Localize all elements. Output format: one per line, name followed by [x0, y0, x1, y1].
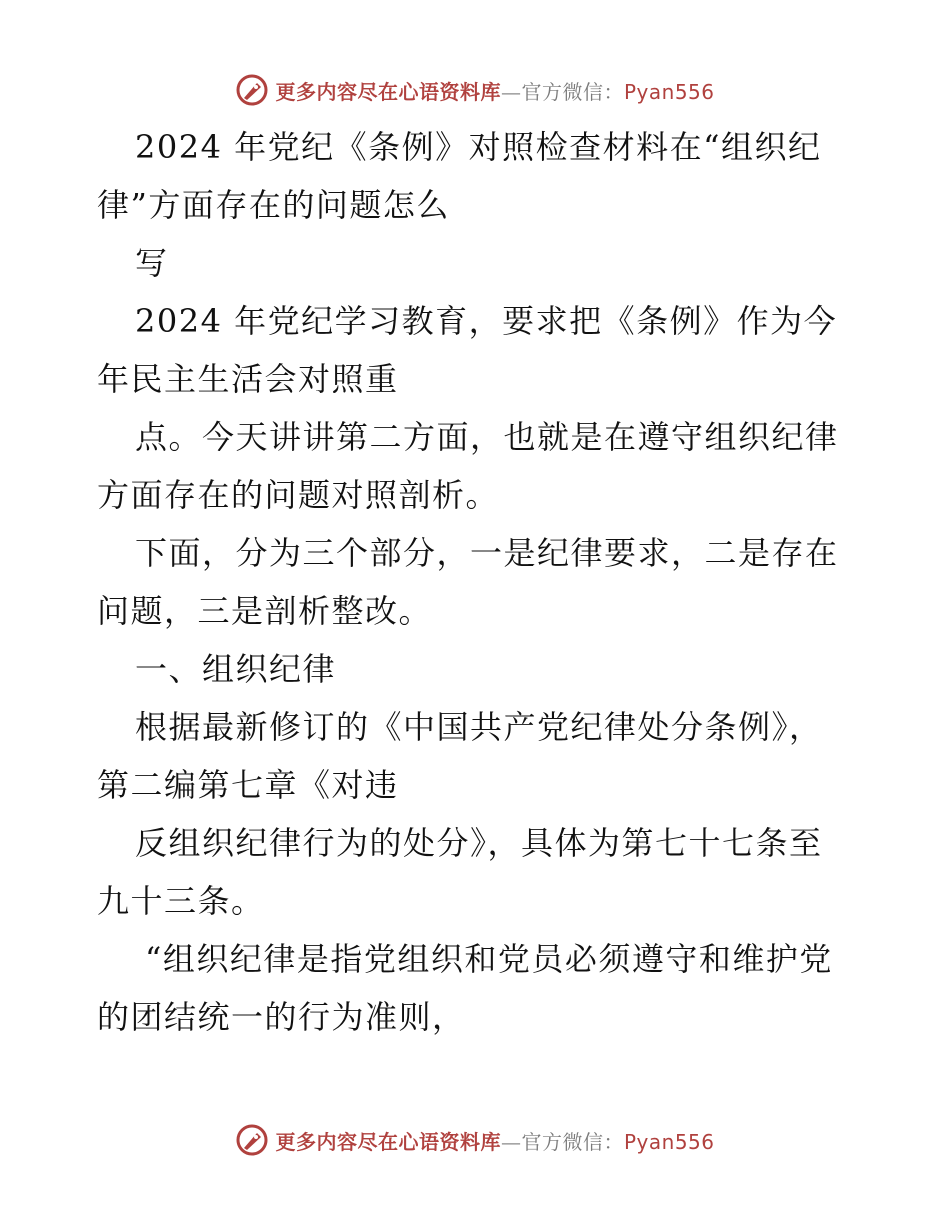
- watermark-wechat-id: Pyan556: [623, 1129, 715, 1154]
- paragraph-line: 九十三条。: [97, 882, 265, 920]
- title-line-1: 2024 年党纪《条例》对照检查材料在“组织纪: [135, 128, 822, 166]
- paragraph-line: 根据最新修订的《中国共产党纪律处分条例》，: [135, 708, 823, 746]
- header-watermark: [0, 70, 950, 110]
- paragraph-line: 第二编第七章《对违: [97, 766, 399, 804]
- paragraph-line: 下面，分为三个部分，一是纪律要求，二是存在: [135, 534, 839, 572]
- watermark-text: [275, 76, 714, 105]
- watermark-dash: —: [500, 79, 522, 104]
- paragraph-line: 年民主生活会对照重: [97, 360, 399, 398]
- watermark-brand: 更多内容尽在心语资料库: [275, 79, 501, 104]
- watermark-wechat-id: Pyan556: [623, 79, 715, 104]
- ink-pen-logo-icon: [235, 1123, 269, 1157]
- paragraph-line: 2024 年党纪学习教育，要求把《条例》作为今: [135, 302, 838, 340]
- title-line-3: 写: [135, 244, 169, 282]
- watermark-brand: 更多内容尽在心语资料库: [275, 1129, 501, 1154]
- watermark-wechat-label: 官方微信：: [521, 1129, 624, 1154]
- watermark-dash: —: [500, 1129, 522, 1154]
- document-body: [97, 118, 857, 1046]
- quote-line: “组织纪律是指党组织和党员必须遵守和维护党: [145, 940, 833, 978]
- footer-watermark: [0, 1120, 950, 1160]
- section-heading: 一、组织纪律: [135, 650, 337, 688]
- watermark-text: [275, 1126, 714, 1155]
- paragraph-line: 反组织纪律行为的处分》，具体为第七十七条至: [135, 824, 823, 862]
- quote-line: 的团结统一的行为准则，: [97, 998, 466, 1036]
- watermark-wechat-label: 官方微信：: [521, 79, 624, 104]
- ink-pen-logo-icon: [235, 73, 269, 107]
- paragraph-line: 点。今天讲讲第二方面，也就是在遵守组织纪律: [135, 418, 839, 456]
- paragraph-line: 问题，三是剖析整改。: [97, 592, 433, 630]
- title-line-2: 律”方面存在的问题怎么: [97, 186, 450, 224]
- paragraph-line: 方面存在的问题对照剖析。: [97, 476, 500, 514]
